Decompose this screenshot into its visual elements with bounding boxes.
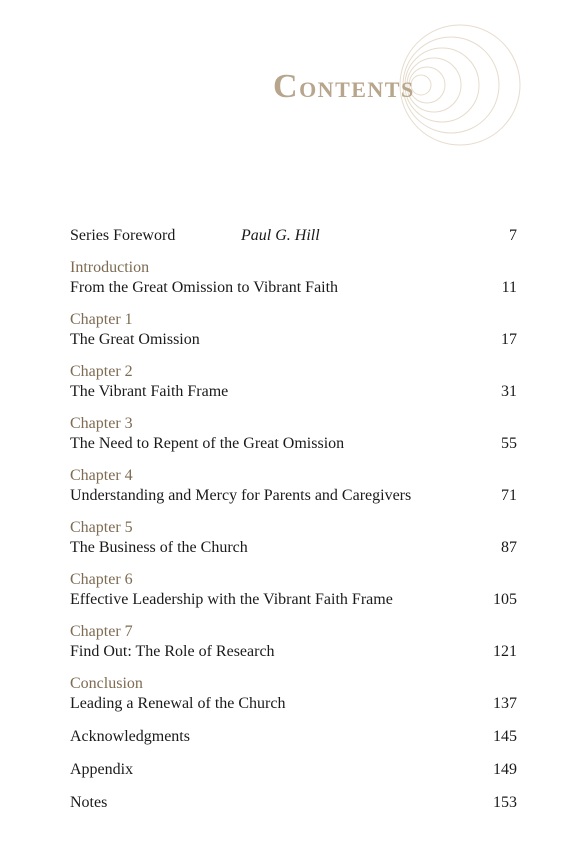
toc-entry-appendix[interactable] [70,760,517,780]
toc-entry-title: The Vibrant Faith Frame [70,383,229,400]
toc-entry-foreword[interactable] [70,226,517,246]
toc-row [70,278,517,298]
toc-page-number: 121 [493,643,517,660]
toc-page-number: 145 [493,728,517,745]
page-title [273,68,415,106]
toc-entry-title: Series Foreword [70,227,176,244]
toc-entry-acknowledgments[interactable] [70,727,517,747]
toc-row [70,486,517,506]
toc-row [70,642,517,662]
toc-entry-chapter-3[interactable] [70,414,517,454]
toc-entry-author: Paul G. Hill [241,227,320,244]
toc-page-number: 105 [493,591,517,608]
toc-entry-title: Acknowledgments [70,728,190,745]
toc-entry-title: The Great Omission [70,331,200,348]
toc-page-number: 87 [501,539,517,556]
toc-entry-conclusion[interactable] [70,674,517,714]
toc-page-number: 31 [501,383,517,400]
toc-page-number: 149 [493,761,517,778]
toc-entry-title: Effective Leadership with the Vibrant Faith Frame [70,591,393,608]
toc-page-number: 17 [501,331,517,348]
toc-row [70,538,517,558]
toc-entry-label: Chapter 5 [70,519,133,536]
toc-entry-label: Chapter 4 [70,467,133,484]
toc-entry-chapter-1[interactable] [70,310,517,350]
toc-row [70,590,517,610]
toc-entry-title: From the Great Omission to Vibrant Faith [70,279,339,296]
toc-entry-label: Chapter 2 [70,363,133,380]
toc-entry-introduction[interactable] [70,258,517,298]
title-initial: C [273,68,300,105]
toc-row [70,382,517,402]
toc-entry-chapter-7[interactable] [70,622,517,662]
toc-page-number: 55 [501,435,517,452]
toc-entry-title: The Need to Repent of the Great Omission [70,435,345,452]
toc-entry-label: Chapter 1 [70,311,133,328]
toc-entry-title: Leading a Renewal of the Church [70,695,286,712]
toc-entry-notes[interactable] [70,793,517,813]
table-of-contents [70,226,517,813]
toc-row [70,694,517,714]
toc-entry-chapter-5[interactable] [70,518,517,558]
toc-entry-label: Chapter 6 [70,571,133,588]
toc-entry-chapter-4[interactable] [70,466,517,506]
toc-entry-title: Appendix [70,761,134,778]
toc-entry-label: Chapter 3 [70,415,133,432]
toc-entry-label: Chapter 7 [70,623,133,640]
toc-entry-title: Understanding and Mercy for Parents and Caregivers [70,487,412,504]
toc-entry-label: Introduction [70,259,150,276]
toc-row [70,434,517,454]
toc-row [70,330,517,350]
title-rest: ONTENTS [299,77,415,102]
toc-entry-chapter-6[interactable] [70,570,517,610]
toc-row [70,760,517,780]
toc-entry-title: Find Out: The Role of Research [70,643,275,660]
toc-page-number: 137 [493,695,517,712]
toc-entry-chapter-2[interactable] [70,362,517,402]
toc-page-number: 153 [493,794,517,811]
toc-page-number: 71 [501,487,517,504]
toc-entry-title: Notes [70,794,108,811]
toc-entry-title: The Business of the Church [70,539,248,556]
toc-entry-label: Conclusion [70,675,143,692]
toc-page-number: 11 [501,279,517,296]
toc-row [70,793,517,813]
toc-row [70,226,517,246]
toc-page-number: 7 [509,227,517,244]
toc-row [70,727,517,747]
